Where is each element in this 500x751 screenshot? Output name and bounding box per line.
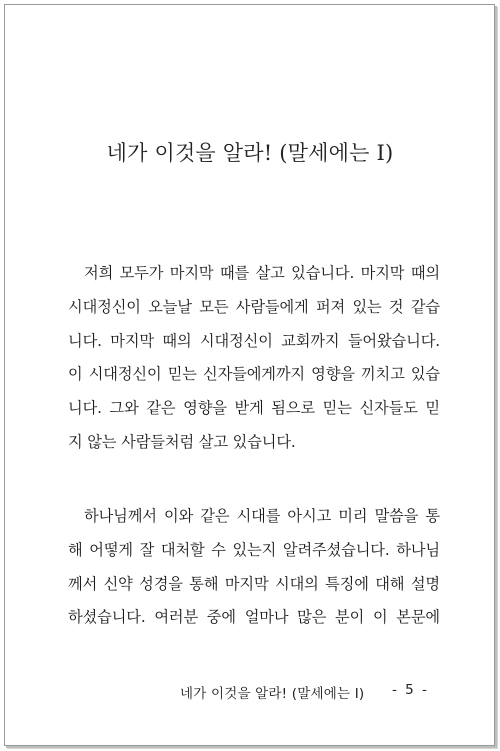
paragraph-2 [68, 500, 440, 635]
paragraph-line: 하셨습니다. 여러분 중에 얼마나 많은 분이 이 본문에 [68, 608, 440, 627]
footer-running-title: 네가 이것을 알라! (말세에는 I) [180, 686, 365, 702]
paragraph-line: 이 시대정신이 믿는 신자들에게까지 영향을 끼치고 있습 [68, 365, 440, 384]
paragraph-line: 하나님께서 이와 같은 시대를 아시고 미리 말씀을 통 [84, 507, 440, 525]
paragraph-line: 저희 모두가 마지막 때를 살고 있습니다. 마지막 때의 [84, 264, 440, 282]
paragraph-line: 니다. 그와 같은 영향을 받게 됨으로 믿는 신자들도 믿 [68, 399, 440, 418]
paragraph-1 [68, 257, 440, 460]
paragraph-line: 시대정신이 오늘날 모든 사람들에게 퍼져 있는 것 같습 [68, 297, 440, 316]
paragraph-line: 지 않는 사람들처럼 살고 있습니다. [68, 432, 296, 451]
paragraph-line: 니다. 마지막 때의 시대정신이 교회까지 들어왔습니다. [68, 331, 440, 350]
paragraph-line: 해 어떻게 잘 대처할 수 있는지 알려주셨습니다. 하나님 [68, 540, 440, 559]
page-number: - 5 - [392, 682, 429, 698]
page-title: 네가 이것을 알라! (말세에는 I) [106, 141, 394, 165]
paragraph-line: 께서 신약 성경을 통해 마지막 시대의 특징에 대해 설명 [68, 574, 440, 593]
